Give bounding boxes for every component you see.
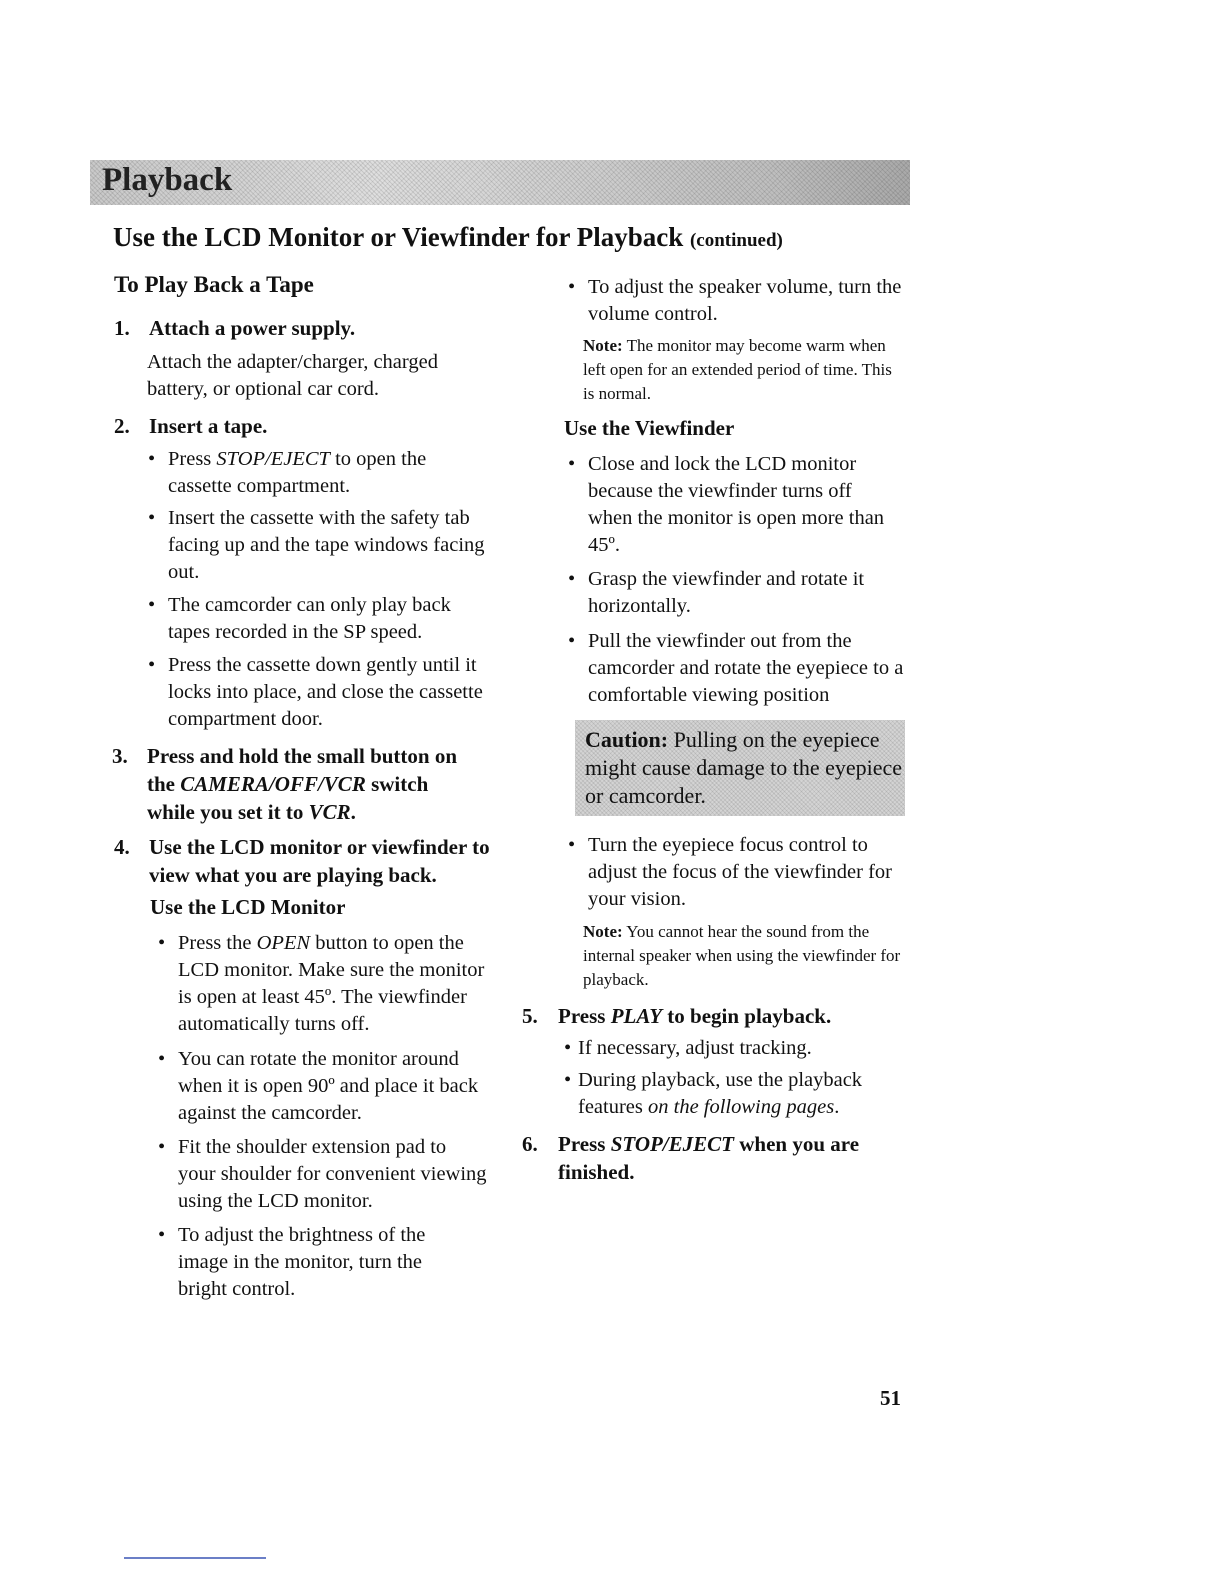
- viewfinder-bullet-1: • Close and lock the LCD monitor because the viewfinder turns off when the monitor is open more than 45º.: [568, 453, 885, 556]
- step-5-number: 5.: [522, 1004, 538, 1028]
- footer-rule: [124, 1557, 266, 1559]
- step-1: [114, 314, 514, 342]
- caution-label: Caution:: [585, 727, 669, 752]
- bullet-dot: •: [158, 1224, 166, 1246]
- note-label: Note:: [583, 922, 623, 941]
- bullet-dot: •: [148, 507, 156, 529]
- bullet-dot: •: [568, 834, 576, 856]
- bullet-dot: •: [158, 1136, 166, 1158]
- stop-eject-label: STOP/EJECT: [610, 1132, 734, 1156]
- caution-text: Pulling on the eyepiece might cause damage to the eyepiece or camcorder.: [585, 727, 903, 808]
- play-label: PLAY: [610, 1004, 663, 1028]
- page-title-main: Use the LCD Monitor or Viewfinder for Playback: [113, 222, 684, 252]
- step-2-title: Insert a tape.: [149, 414, 268, 438]
- volume-bullet: • To adjust the speaker volume, turn the volume control.: [568, 276, 902, 325]
- bullet-dot: •: [158, 932, 166, 954]
- step-4-number: 4.: [114, 835, 130, 859]
- step-4: [114, 833, 514, 889]
- step-2-bullet-2: • Insert the cassette with the safety tab facing up and the tape windows facing out.: [148, 507, 485, 583]
- following-pages-ref: on the following pages: [648, 1096, 835, 1118]
- step-5-bullet-1: • If necessary, adjust tracking.: [578, 1035, 898, 1062]
- note-speaker: Note: You cannot hear the sound from the internal speaker when using the viewfinder for playback.: [583, 922, 901, 989]
- open-label: OPEN: [256, 932, 311, 954]
- bullet-dot: •: [568, 453, 576, 475]
- page-title-suffix: (continued): [689, 230, 783, 251]
- page-title: [113, 222, 783, 253]
- section-banner: [90, 160, 910, 205]
- step-3: 3. Press and hold the small button on the CAMERA/OFF/VCR switch while you set it to VCR.: [112, 744, 458, 824]
- step-2: [114, 412, 514, 440]
- left-heading: To Play Back a Tape: [114, 272, 314, 297]
- note-label: Note:: [583, 336, 623, 355]
- step-4-bullet-3: • Fit the shoulder extension pad to your shoulder for convenient viewing using the LCD monitor.: [158, 1136, 487, 1212]
- bullet-dot: •: [564, 1069, 572, 1091]
- step-1-number: 1.: [114, 316, 130, 340]
- step-1-title: Attach a power supply.: [149, 316, 356, 340]
- bullet-dot: •: [148, 594, 156, 616]
- note-warm: Note: The monitor may become warm when left open for an extended period of time. This is normal.: [583, 336, 892, 403]
- step-2-number: 2.: [114, 414, 130, 438]
- step-6: 6. Press STOP/EJECT when you are finished.: [522, 1132, 860, 1184]
- step-1-body: Attach the adapter/charger, charged battery, or optional car cord.: [147, 351, 438, 400]
- viewfinder-subheading: Use the Viewfinder: [564, 416, 735, 440]
- step-5: 5. Press PLAY to begin playback.: [522, 1004, 832, 1028]
- step-4-bullet-4: • To adjust the brightness of the image in the monitor, turn the bright control.: [158, 1224, 426, 1300]
- bullet-dot: •: [568, 568, 576, 590]
- bullet-dot: •: [148, 448, 156, 470]
- step-2-bullet-4: • Press the cassette down gently until it locks into place, and close the cassette compartment door.: [148, 654, 483, 730]
- step-4-bullet-1: • Press the OPEN button to open the LCD monitor. Make sure the monitor is open at least 45º. The viewfinder automatically turns off.: [158, 932, 485, 1035]
- step-4-title: Use the LCD monitor or viewfinder to view what you are playing back.: [149, 835, 490, 887]
- viewfinder-bullet-3: • Pull the viewfinder out from the camcorder and rotate the eyepiece to a comfortable viewing position: [568, 630, 904, 706]
- step-6-number: 6.: [522, 1132, 538, 1156]
- vcr-label: VCR: [308, 800, 351, 824]
- stop-eject-label: STOP/EJECT: [216, 448, 330, 470]
- caution-box: [575, 720, 905, 816]
- bullet-dot: •: [568, 630, 576, 652]
- page-number: 51: [880, 1386, 901, 1410]
- step-2-bullet-1: • Press STOP/EJECT to open the cassette compartment.: [148, 448, 427, 497]
- viewfinder-bullet-4: • Turn the eyepiece focus control to adjust the focus of the viewfinder for your vision.: [568, 834, 892, 910]
- step-2-bullet-3: • The camcorder can only play back tapes recorded in the SP speed.: [148, 594, 451, 643]
- step-4-bullet-2: • You can rotate the monitor around when it is open 90º and place it back against the camcorder.: [158, 1048, 479, 1124]
- section-title: Playback: [102, 162, 233, 198]
- step-5-bullet-2: • During playback, use the playback features on the following pages.: [564, 1069, 863, 1118]
- camera-off-vcr-label: CAMERA/OFF/VCR: [180, 772, 366, 796]
- bullet-dot: •: [158, 1048, 166, 1070]
- bullet-dot: •: [564, 1037, 572, 1059]
- step-3-number: 3.: [112, 744, 128, 768]
- bullet-dot: •: [148, 654, 156, 676]
- lcd-monitor-subheading: Use the LCD Monitor: [150, 895, 346, 919]
- viewfinder-bullet-2: • Grasp the viewfinder and rotate it horizontally.: [568, 568, 865, 617]
- bullet-dot: •: [568, 276, 576, 298]
